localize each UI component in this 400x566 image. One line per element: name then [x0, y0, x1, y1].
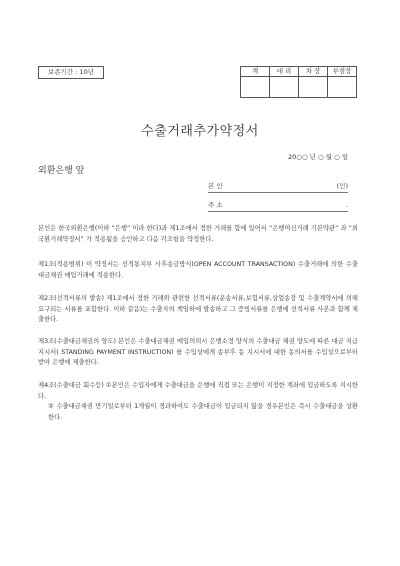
- approval-header-manager: 차 장: [299, 67, 328, 77]
- article-4: [38, 381, 358, 423]
- approval-sign-cell: [328, 77, 357, 98]
- document-date: 20○○ 년 ○ 월 ○ 일: [288, 153, 349, 161]
- address-label: 주 소: [208, 201, 223, 209]
- article-text: 제4조(수출대금 회수등) ①본인은 수입자에게 수출대금을 은행에 직접 또는 은행이 지정한 계좌에 입금하도록 지시한다.: [38, 382, 358, 400]
- article-text: 제2조(선적서류의 발송) 제1조에서 정한 거래와 관련한 선적서류(운송서류,보험서류,상업송장 및 수출계약서에 의해 요구되는 서류를 포함한다. 이하 같음)는 수출자의 책임하에 발송하고 그 증빙서류를 은행에 선적서류 사본과 함께 제출한다.: [38, 295, 358, 323]
- article-3: [38, 337, 358, 369]
- article-text-sub: ② 수출대금채권 만기일로부터 1개월이 경과하여도 수출대금이 입금되지 않을 경우본인은 즉시 수출대금을 상환한다.: [48, 403, 358, 421]
- document-title: 수출거래추가약정서: [141, 124, 259, 139]
- article-text: 제1조(적용범위) 이 약정서는 선적통지부 사후송금방식(OPEN ACCOUNT TRANSACTION) 수출거래에 의한 수출대금채권 매입거래에 적용한다.: [38, 261, 358, 279]
- article-1: [38, 260, 358, 281]
- recipient-bank: 외환은행 앞: [38, 166, 85, 176]
- intro-text: 본인은 한국외환은행(이하 “은행” 이라 한다)과 제1조에서 정한 거래를 함에 있어서 “은행여신거래 기본약관” 과 “외국환거래약정서” 가 적용됨을 승인하고 다음 각조항을 약정한다.: [38, 225, 358, 243]
- principal-field: [208, 181, 348, 193]
- retention-period-box: 보존기간 : 10년: [38, 66, 104, 79]
- seal-mark: (인): [336, 182, 348, 190]
- address-field: [208, 200, 348, 212]
- approval-header-contact: 계: [241, 67, 270, 77]
- approval-sign-cell: [241, 77, 270, 98]
- article-text: 제3조(수출대금채권의 양도) 본인은 수출대금채권 매입의뢰시 은행소정 양식의 수출대금 채권 양도에 따른 대금 지급지시서( STANDING PAYMENT INSTRUCTION) 를 수입상에게 송부후 동 지시서에 대한 동의서를 수입상으로부터 받아 은행에 제출한다.: [38, 338, 358, 366]
- approval-header-deputy: 대 리: [270, 67, 299, 77]
- article-2: [38, 294, 358, 326]
- intro-paragraph: [38, 224, 358, 245]
- approval-sign-cell: [270, 77, 299, 98]
- address-end-mark: .: [345, 201, 348, 209]
- approval-table: [240, 66, 357, 98]
- approval-sign-cell: [299, 77, 328, 98]
- approval-header-branch-head: 부점장: [328, 67, 357, 77]
- principal-label: 본 인: [208, 182, 223, 190]
